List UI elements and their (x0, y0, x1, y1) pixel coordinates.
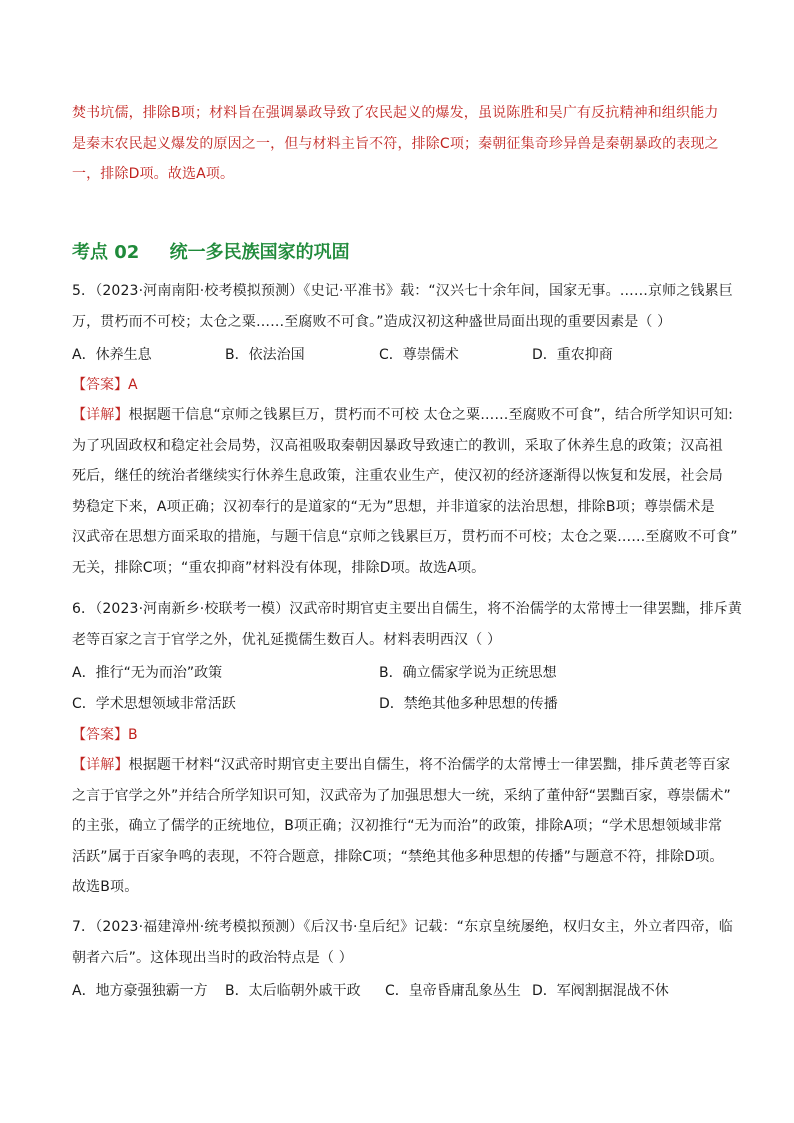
question-6-answer (72, 720, 138, 750)
option-d: D．军阀割据混战不休 (532, 983, 669, 999)
question-5-stem (72, 276, 733, 337)
stem-line: 7．（2023·福建漳州·统考模拟预测）《后汉书·皇后纪》记载：“东京皇统屡绝，权归女主，外立者四帝，临 (72, 919, 733, 935)
question-5-options (72, 340, 722, 370)
question-5-answer (72, 370, 138, 400)
intro-paragraph (72, 98, 722, 190)
answer-label: 【答案】 (72, 377, 128, 393)
intro-line: 一，排除D项。故选A项。 (72, 166, 235, 182)
option-b: B．确立儒家学说为正统思想 (379, 665, 557, 681)
stem-line: 老等百家之言于官学之外，优礼延揽儒生数百人。材料表明西汉（ ） (72, 631, 502, 648)
option-d: D．禁绝其他多种思想的传播 (379, 696, 558, 712)
detail-line: 死后，继任的统治者继续实行休养生息政策，注重农业生产，使汉初的经济逐渐得以恢复和发展，社会局 (72, 468, 723, 484)
question-6-options-row-1 (72, 658, 722, 688)
option-b: B．太后临朝外戚干政 (225, 983, 361, 999)
section-title: 统一多民族国家的巩固 (169, 242, 350, 263)
intro-line: 焚书坑儒，排除B项；材料旨在强调暴政导致了农民起义的爆发，虽说陈胜和吴广有反抗精神和组织能力 (72, 105, 719, 121)
question-6-stem (72, 594, 743, 655)
detail-line: 活跃”属于百家争鸣的表现，不符合题意，排除C项；“禁绝其他多种思想的传播”与题意不符，排除D项。 (72, 848, 724, 865)
answer-value: B (128, 727, 138, 743)
answer-value: A (128, 377, 138, 393)
answer-label: 【答案】 (72, 727, 128, 743)
detail-line: 的主张，确立了儒学的正统地位，B项正确；汉初推行“无为而治”的政策，排除A项；“学术思想领域非常 (72, 818, 723, 834)
option-a: A．推行“无为而治”政策 (72, 665, 223, 681)
question-7-options (72, 976, 722, 1006)
stem-line: 6．（2023·河南新乡·校联考一模）汉武帝时期官吏主要出自儒生，将不治儒学的太常博士一律罢黜，排斥黄 (72, 601, 743, 617)
section-heading (72, 238, 350, 264)
detail-label: 【详解】 (72, 407, 129, 423)
detail-line: 【详解】根据题干材料“汉武帝时期官吏主要出自儒生，将不治儒学的太常博士一律罢黜，排斥黄老等百家 (72, 757, 731, 773)
section-number: 考点 02 (72, 242, 140, 263)
question-6-options-row-2 (72, 689, 722, 719)
detail-line: 为了巩固政权和稳定社会局势，汉高祖吸取秦朝因暴政导致速亡的教训，采取了休养生息的政策；汉高祖 (72, 437, 723, 454)
option-a: A．地方豪强独霸一方 (72, 983, 208, 999)
question-7-stem (72, 912, 733, 973)
option-c: C．尊崇儒术 (379, 347, 459, 363)
question-5-detail (72, 400, 738, 583)
detail-line: 之言于官学之外”并结合所学知识可知，汉武帝为了加强思想大一统，采纳了董仲舒“罢黜百家，尊崇儒术” (72, 787, 731, 804)
question-6-detail (72, 750, 731, 903)
option-c: C．学术思想领域非常活跃 (72, 696, 236, 712)
detail-line: 势稳定下来，A项正确；汉初奉行的是道家的“无为”思想，并非道家的法治思想，排除B项；尊崇儒术是 (72, 498, 715, 515)
stem-line: 朝者六后”。这体现出当时的政治特点是（ ） (72, 949, 353, 966)
option-d: D．重农抑商 (532, 347, 613, 363)
stem-line: 万，贯朽而不可校；太仓之粟……至腐败不可食。”造成汉初这种盛世局面出现的重要因素是（ ） (72, 313, 672, 330)
option-c: C．皇帝昏庸乱象丛生 (385, 983, 521, 999)
intro-line: 是秦末农民起义爆发的原因之一，但与材料主旨不符，排除C项；秦朝征集奇珍异兽是秦朝暴政的表现之 (72, 135, 719, 152)
detail-line: 无关，排除C项；“重农抑商”材料没有体现，排除D项。故选A项。 (72, 559, 486, 576)
stem-line: 5．（2023·河南南阳·校考模拟预测）《史记·平准书》载：“汉兴七十余年间，国家无事。……京师之钱累巨 (72, 283, 733, 299)
detail-line: 【详解】根据题干信息“京师之钱累巨万，贯朽而不可校 太仓之粟……至腐败不可食”，结合所学知识可知: (72, 407, 734, 423)
detail-label: 【详解】 (72, 757, 129, 773)
option-a: A．休养生息 (72, 347, 152, 363)
option-b: B．依法治国 (225, 347, 305, 363)
detail-line: 故选B项。 (72, 879, 139, 895)
detail-line: 汉武帝在思想方面采取的措施，与题干信息“京师之钱累巨万，贯朽而不可校；太仓之粟……至腐败不可食” (72, 529, 738, 545)
